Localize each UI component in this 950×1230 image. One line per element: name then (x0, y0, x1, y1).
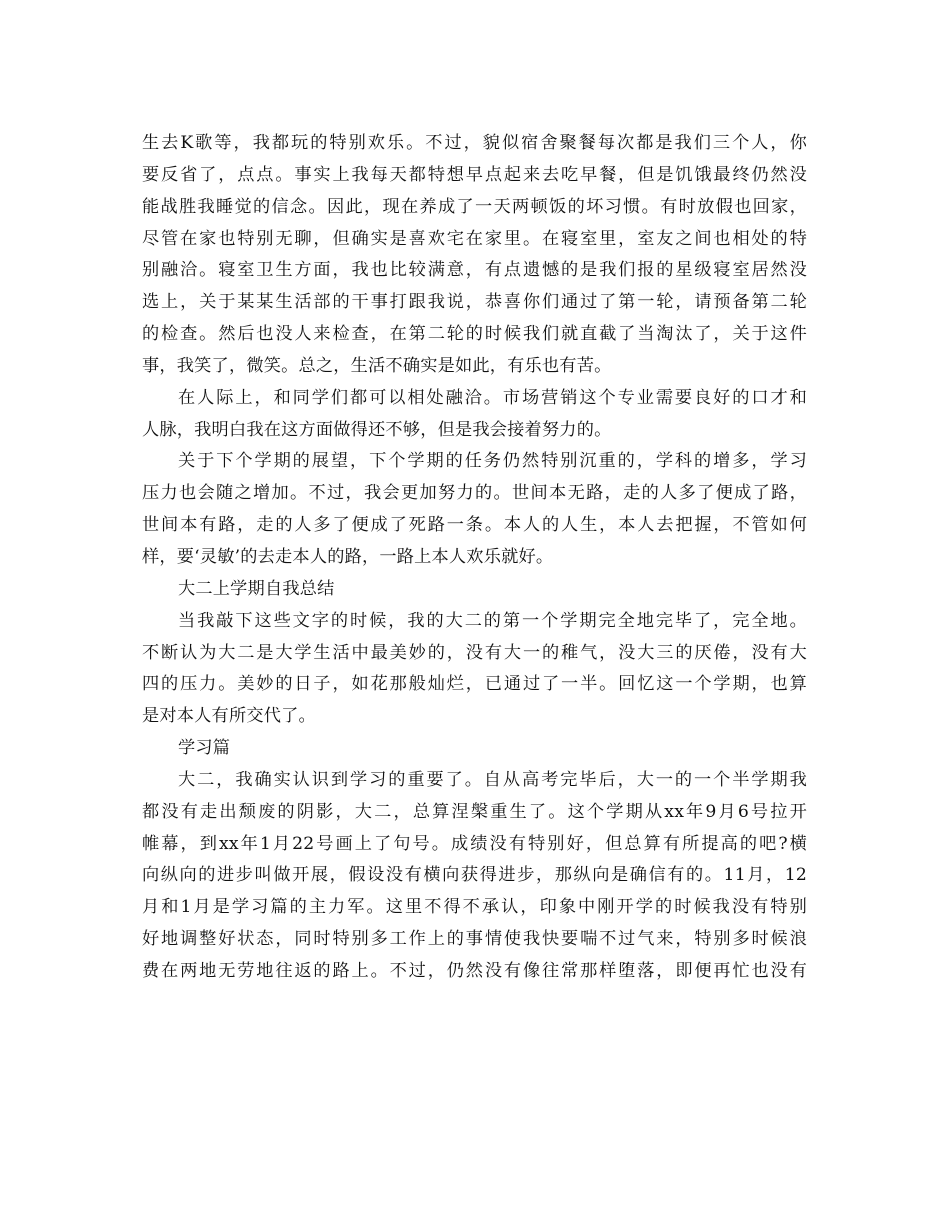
text-line: 的检查。然后也没人来检查，在第二轮的时候我们就直截了当淘汰了，关于这件 (142, 324, 807, 345)
text-line: 四的压力。美妙的日子，如花那般灿烂，已通过了一半。回忆这一个学期，也算 (142, 674, 807, 695)
text-line: 大二，我确实认识到学习的重要了。自从高考完毕后，大一的一个半学期我 (178, 769, 807, 790)
text-line: 向纵向的进步叫做开展，假设没有横向获得进步，那纵向是确信有的。11月，12 (142, 865, 807, 886)
text-line: 世间本有路，走的人多了便成了死路一条。本人的人生，本人去把握，不管如何 (142, 515, 807, 536)
text-line: 月和1月是学习篇的主力军。这里不得不承认，印象中刚开学的时候我没有特别 (142, 897, 807, 918)
text-line: 费在两地无劳地往返的路上。不过，仍然没有像往常那样堕落，即便再忙也没有 (142, 960, 807, 981)
text-line: 不断认为大二是大学生活中最美妙的，没有大一的稚气，没大三的厌倦，没有大 (142, 642, 807, 663)
text-line: 事，我笑了，微笑。总之，生活不确实是如此，有乐也有苦。 (142, 355, 612, 376)
text-line: 都没有走出颓废的阴影，大二，总算涅槃重生了。这个学期从xx年9月6号拉开 (142, 801, 807, 822)
text-line: 要反省了，点点。事实上我每天都特想早点起来去吃早餐，但是饥饿最终仍然没 (142, 164, 807, 185)
text-line: 别融洽。寝室卫生方面，我也比较满意，有点遗憾的是我们报的星级寝室居然没 (142, 260, 807, 281)
text-line: 关于下个学期的展望，下个学期的任务仍然特别沉重的，学科的增多，学习 (178, 451, 807, 472)
text-line: 样，要‘灵敏’的去走本人的路，一路上本人欢乐就好。 (142, 546, 554, 567)
text-line: 大二上学期自我总结 (178, 578, 335, 599)
document-body (142, 128, 807, 988)
text-line: 当我敲下这些文字的时候，我的大二的第一个学期完全地完毕了，完全地。 (178, 610, 807, 631)
text-line: 是对本人有所交代了。 (142, 706, 316, 727)
text-line: 生去K歌等，我都玩的特别欢乐。不过，貌似宿舍聚餐每次都是我们三个人，你 (142, 133, 807, 153)
text-line: 能战胜我睡觉的信念。因此，现在养成了一天两顿饭的坏习惯。有时放假也回家， (142, 196, 807, 217)
text-line: 压力也会随之增加。不过，我会更加努力的。世间本无路，走的人多了便成了路， (142, 483, 807, 504)
text-line: 好地调整好状态，同时特别多工作上的事情使我快要喘不过气来，特别多时候浪 (142, 929, 807, 950)
text-line: 在人际上，和同学们都可以相处融洽。市场营销这个专业需要良好的口才和 (178, 387, 807, 408)
text-line: 人脉，我明白我在这方面做得还不够，但是我会接着努力的。 (142, 419, 612, 440)
text-line: 尽管在家也特别无聊，但确实是喜欢宅在家里。在寝室里，室友之间也相处的特 (142, 228, 807, 249)
text-line: 学习篇 (178, 738, 231, 759)
text-line: 选上，关于某某生活部的干事打跟我说，恭喜你们通过了第一轮，请预备第二轮 (142, 292, 807, 313)
text-line: 帷幕，到xx年1月22号画上了句号。成绩没有特别好，但总算有所提高的吧?横 (142, 833, 807, 854)
